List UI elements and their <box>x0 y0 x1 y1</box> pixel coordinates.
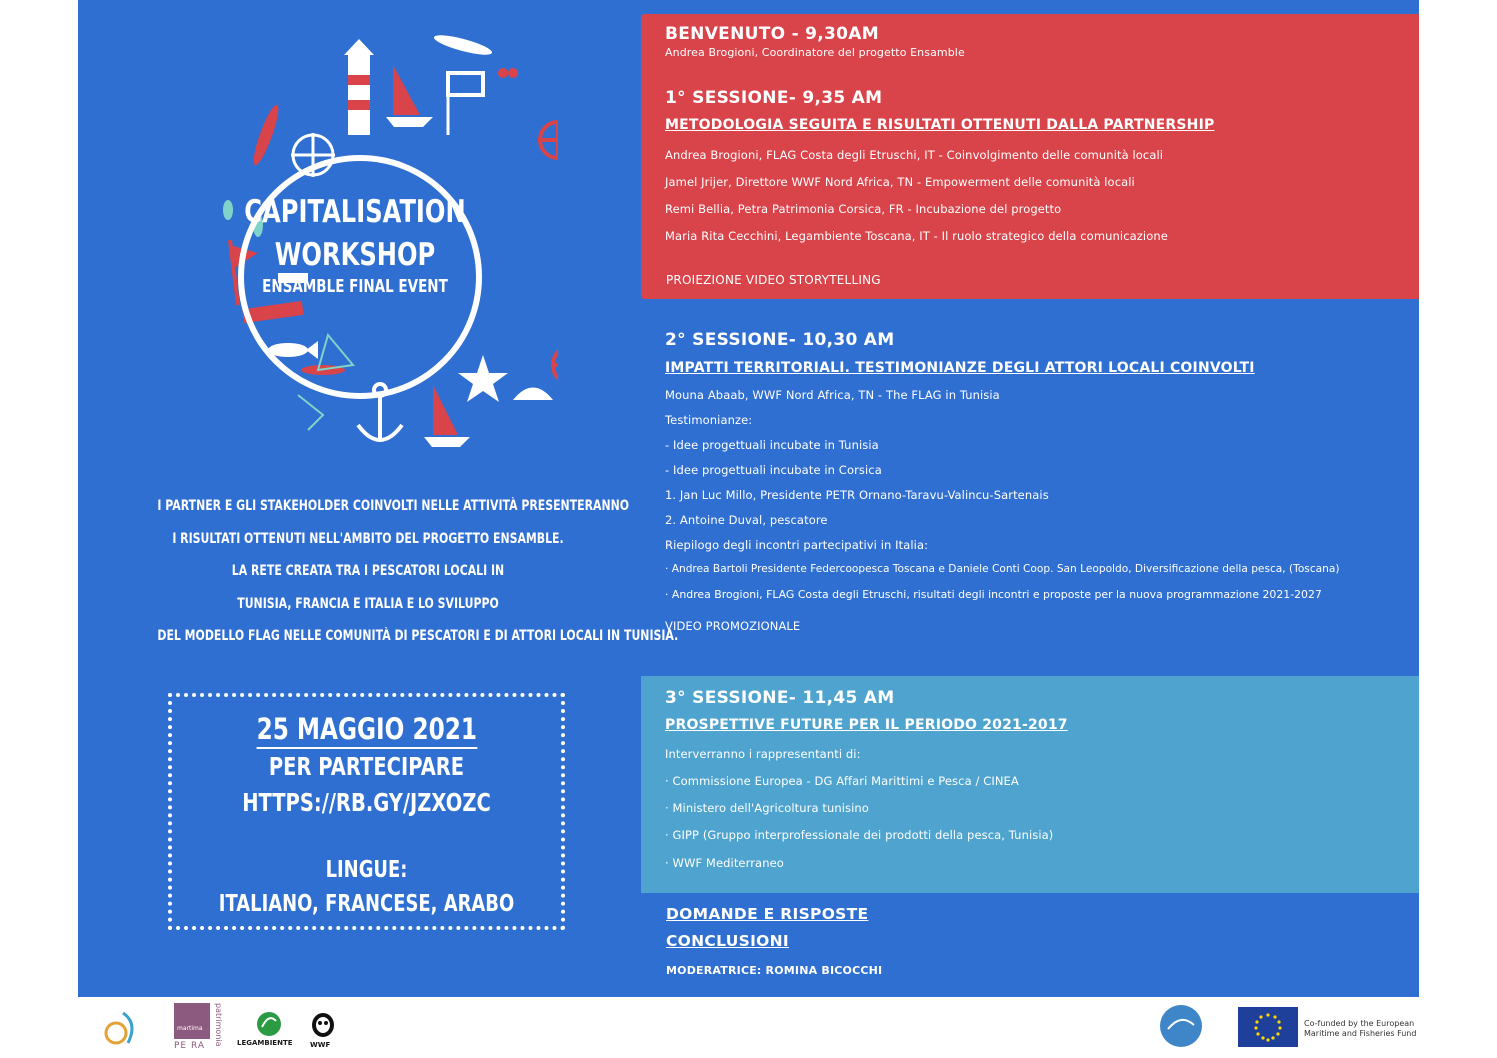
intro-line: LA RETE CREATA TRA I PESCATORI LOCALI IN <box>231 563 505 579</box>
sailboat-icon <box>386 65 433 127</box>
welcome-speaker: Andrea Brogioni, Coordinatore del progetto Ensamble <box>665 46 965 59</box>
event-poster <box>78 0 1419 997</box>
event-title <box>210 190 500 298</box>
starfish-icon <box>458 355 508 402</box>
session-1-subtitle: METODOLOGIA SEGUITA E RISULTATI OTTENUTI DALLA PARTNERSHIP <box>665 117 1215 133</box>
ship-wheel-icon <box>551 343 558 387</box>
legambiente-logo-text: LEGAMBIENTE <box>237 1039 293 1047</box>
intro-line: TUNISIA, FRANCIA E ITALIA E LO SVILUPPO <box>237 595 499 612</box>
title-line-1: CAPITALISATION <box>244 194 466 230</box>
eu-flag-icon <box>1238 1007 1298 1047</box>
welcome-heading: BENVENUTO - 9,30AM <box>665 24 879 44</box>
session-2-heading: 2° SESSIONE- 10,30 AM <box>665 330 895 350</box>
session-1-item: Jamel Jrijer, Direttore WWF Nord Africa, TN - Empowerment delle comunità locali <box>665 175 1135 189</box>
heart-icon <box>498 68 518 78</box>
session-3-item: · WWF Mediterraneo <box>665 856 784 870</box>
petra-logo-text: martima <box>177 1025 203 1032</box>
session-2-item: 2. Antoine Duval, pescatore <box>665 513 828 527</box>
session-3-item: · GIPP (Gruppo interprofessionale dei prodotti della pesca, Tunisia) <box>665 828 1054 842</box>
lighthouse-icon <box>344 39 374 135</box>
session-2-item: Testimonianze: <box>665 413 753 427</box>
session-3-item: · Ministero dell'Agricoltura tunisino <box>665 801 869 815</box>
flag-costa-etruschi-logo <box>98 1003 148 1051</box>
petra-patrimonia-logo <box>174 1003 210 1039</box>
ship-wheel-icon <box>538 120 558 160</box>
join-link[interactable]: HTTPS://RB.GY/JZXOZC <box>242 788 491 817</box>
session-1-heading: 1° SESSIONE- 9,35 AM <box>665 88 883 108</box>
wwf-panda-icon <box>309 1009 337 1039</box>
eu-text-line: Co-funded by the European <box>1304 1019 1415 1028</box>
petra-logo-caption: PE RA <box>174 1041 206 1051</box>
session-2-item: · Andrea Bartoli Presidente Federcoopesca Toscana e Daniele Conti Coop. San Leopoldo, Diversificazione della pesca, (Toscana) <box>665 563 1340 575</box>
session-2-item: 1. Jan Luc Millo, Presidente PETR Ornano-Taravu-Valincu-Sartenais <box>665 488 1049 502</box>
intro-text <box>98 490 679 653</box>
session-2-item: - Idee progettuali incubate in Corsica <box>665 463 882 477</box>
session-3-item: Interverranno i rappresentanti di: <box>665 747 861 761</box>
session-1-item: Andrea Brogioni, FLAG Costa degli Etruschi, IT - Coinvolgimento delle comunità locali <box>665 148 1164 162</box>
eu-text-line: Maritime and Fisheries Fund <box>1304 1029 1417 1038</box>
languages-list: ITALIANO, FRANCESE, ARABO <box>218 891 515 917</box>
session-1-closing: PROIEZIONE VIDEO STORYTELLING <box>666 273 881 287</box>
intro-line: I RISULTATI OTTENUTI NELL'AMBITO DEL PROGETTO ENSAMBLE. <box>172 530 564 547</box>
session-3-subtitle: PROSPETTIVE FUTURE PER IL PERIODO 2021-2017 <box>665 717 1068 733</box>
moderator: MODERATRICE: ROMINA BICOCCHI <box>666 964 883 977</box>
sailboat-icon <box>424 385 470 447</box>
ensamble-project-logo <box>1158 1003 1204 1049</box>
wwf-logo-text: WWF <box>310 1041 331 1049</box>
event-date: 25 MAGGIO 2021 <box>256 711 477 749</box>
info-box <box>168 693 565 930</box>
session-3-heading: 3° SESSIONE- 11,45 AM <box>665 688 895 708</box>
title-line-3: ENSAMBLE FINAL EVENT <box>262 276 448 297</box>
partner-logos-footer <box>78 997 1419 1058</box>
shell-icon <box>513 388 553 401</box>
session-1-item: Remi Bellia, Petra Patrimonia Corsica, FR - Incubazione del progetto <box>665 202 1062 216</box>
intro-line: I PARTNER E GLI STAKEHOLDER COINVOLTI NELLE ATTIVITÀ PRESENTERANNO <box>157 498 630 514</box>
session-2-item: - Idee progettuali incubate in Tunisia <box>665 438 879 452</box>
session-1-item: Maria Rita Cecchini, Legambiente Toscana, IT - Il ruolo strategico della comunicazione <box>665 229 1168 243</box>
eu-cofunding-text <box>1304 1019 1416 1039</box>
languages-label: LINGUE: <box>325 857 408 883</box>
session-2-item: Riepilogo degli incontri partecipativi in Italia: <box>665 538 929 552</box>
session-3-item: · Commissione Europea - DG Affari Marittimi e Pesca / CINEA <box>665 774 1019 788</box>
session-2-item: Mouna Abaab, WWF Nord Africa, TN - The FLAG in Tunisia <box>665 388 1000 402</box>
qa-heading: DOMANDE E RISPOSTE <box>666 905 869 923</box>
session-2-subtitle: IMPATTI TERRITORIALI. TESTIMONIANZE DEGLI ATTORI LOCALI COINVOLTI <box>665 360 1255 376</box>
legambiente-leaf-icon <box>256 1011 282 1037</box>
title-line-2: WORKSHOP <box>274 237 436 273</box>
intro-line: DEL MODELLO FLAG NELLE COMUNITÀ DI PESCATORI E DI ATTORI LOCALI IN TUNISIA. <box>157 628 679 644</box>
petra-logo-side: patrimonia <box>214 1003 223 1047</box>
join-label: PER PARTECIPARE <box>268 752 465 781</box>
conclusions-heading: CONCLUSIONI <box>666 932 789 950</box>
flag-icon <box>448 73 483 135</box>
session-2-item: · Andrea Brogioni, FLAG Costa degli Etruschi, risultati degli incontri e proposte per la nuova programmazione 2021-2027 <box>665 588 1322 601</box>
session-2-closing: VIDEO PROMOZIONALE <box>665 619 801 633</box>
